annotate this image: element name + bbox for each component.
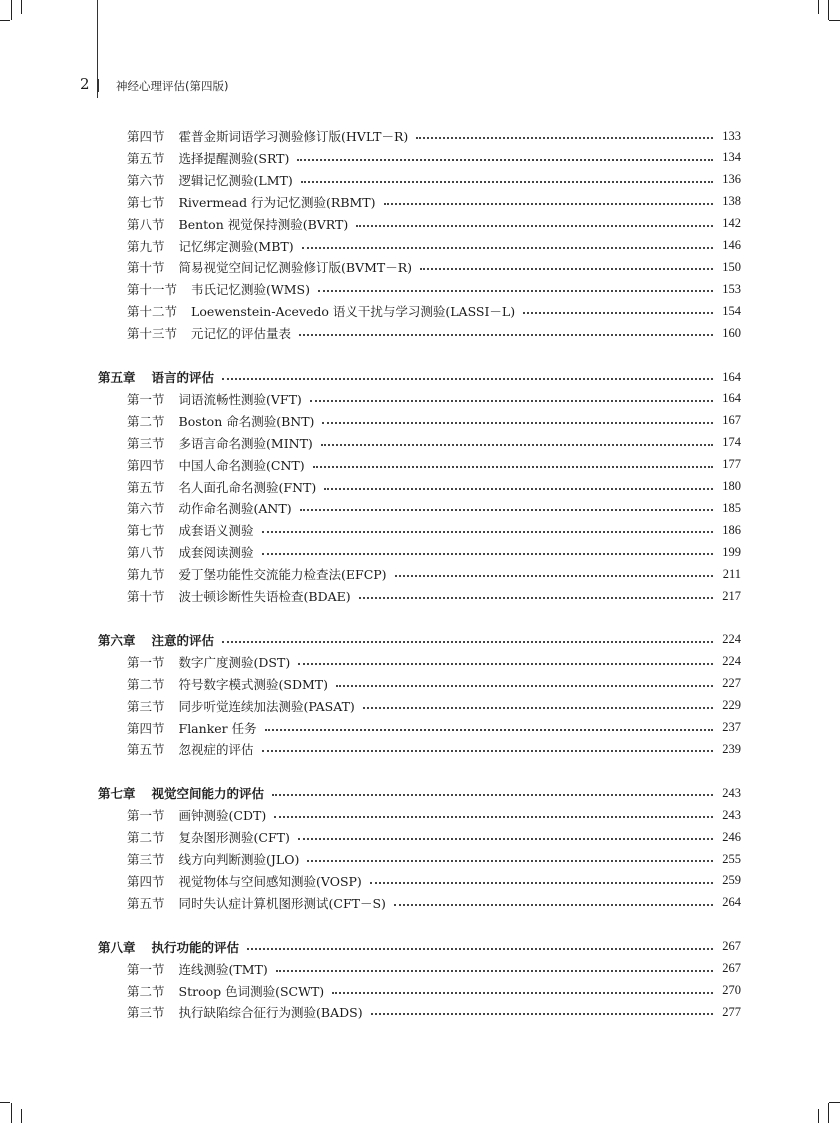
dot-leader xyxy=(262,531,713,533)
entry-title: 线方向判断测验(JLO) xyxy=(178,852,300,867)
entry-title: 复杂图形测验(CFT) xyxy=(178,830,290,846)
toc-section-row[interactable] xyxy=(127,148,741,168)
entry-number: 第八节 xyxy=(127,216,165,232)
entry-title: 同时失认症计算机图形测试(CFT－S) xyxy=(178,895,386,911)
entry-number: 第六章 xyxy=(98,632,136,648)
dot-leader xyxy=(420,268,713,270)
toc-section-row[interactable] xyxy=(127,959,741,979)
dot-leader xyxy=(318,290,713,292)
entry-title: 视觉物体与空间感知测验(VOSP) xyxy=(178,873,362,889)
entry-number: 第三节 xyxy=(127,852,165,867)
toc-section-row[interactable] xyxy=(127,455,741,475)
entry-number: 第七节 xyxy=(127,523,165,539)
dot-leader xyxy=(332,992,713,994)
dot-leader xyxy=(300,509,713,511)
entry-number: 第一节 xyxy=(127,808,165,824)
entry-page: 153 xyxy=(722,281,741,296)
entry-page: 138 xyxy=(722,194,741,209)
entry-title: 连线测验(TMT) xyxy=(178,961,268,977)
entry-title: 中国人命名测验(CNT) xyxy=(178,457,305,473)
entry-title: 多语言命名测验(MINT) xyxy=(178,435,313,451)
toc-section-row[interactable] xyxy=(127,542,741,562)
crop-mark xyxy=(11,0,12,20)
toc-section-row[interactable] xyxy=(127,739,741,759)
dot-leader xyxy=(322,422,713,424)
dot-leader xyxy=(298,838,713,840)
entry-number: 第六节 xyxy=(127,501,165,517)
dot-leader xyxy=(262,750,713,752)
entry-page: 142 xyxy=(722,216,741,231)
entry-number: 第八节 xyxy=(127,545,165,561)
entry-page: 154 xyxy=(722,303,741,318)
entry-title: 动作命名测验(ANT) xyxy=(178,501,292,517)
entry-page: 186 xyxy=(722,522,741,537)
dot-leader xyxy=(298,663,713,665)
dot-leader xyxy=(394,904,713,906)
dot-leader xyxy=(272,794,713,796)
entry-title: 霍普金斯词语学习测验修订版(HVLT－R) xyxy=(178,129,409,144)
entry-title: 符号数字模式测验(SDMT) xyxy=(178,676,328,692)
toc-section-row[interactable] xyxy=(127,827,741,847)
entry-number: 第二节 xyxy=(127,413,165,429)
toc-section-row[interactable] xyxy=(127,170,741,190)
dot-leader xyxy=(313,466,713,468)
entry-title: 注意的评估 xyxy=(151,632,215,648)
entry-title: 词语流畅性测验(VFT) xyxy=(178,391,302,407)
dot-leader xyxy=(222,378,713,380)
entry-title: 视觉空间能力的评估 xyxy=(151,786,265,802)
entry-title: 忽视症的评估 xyxy=(178,742,254,758)
dot-leader xyxy=(321,444,713,446)
entry-title: 选择提醒测验(SRT) xyxy=(178,150,290,166)
crop-mark xyxy=(818,0,819,14)
toc-section-row[interactable] xyxy=(127,477,741,497)
entry-number: 第八章 xyxy=(98,939,136,955)
entry-page: 133 xyxy=(722,128,741,143)
entry-number: 第五节 xyxy=(127,895,165,911)
entry-page: 243 xyxy=(722,807,741,822)
page-number: 2 xyxy=(80,75,90,93)
entry-number: 第一节 xyxy=(127,391,165,407)
dot-leader xyxy=(363,707,713,709)
entry-page: 185 xyxy=(722,500,741,515)
entry-number: 第五节 xyxy=(127,150,165,166)
entry-title: 元记忆的评估量表 xyxy=(191,326,292,342)
dot-leader xyxy=(222,641,713,643)
dot-leader xyxy=(274,816,713,818)
entry-page: 174 xyxy=(722,435,741,450)
dot-leader xyxy=(371,1013,713,1015)
entry-number: 第九节 xyxy=(127,567,165,583)
entry-page: 211 xyxy=(722,566,741,581)
toc-section-row[interactable] xyxy=(127,301,741,321)
dot-leader xyxy=(336,685,713,687)
dot-leader xyxy=(247,948,713,950)
toc-section-row[interactable] xyxy=(127,257,741,277)
entry-page: 239 xyxy=(722,741,741,756)
toc-section-row[interactable] xyxy=(127,981,741,1001)
entry-title: 执行缺陷综合征行为测验(BADS) xyxy=(178,1005,363,1021)
entry-page: 227 xyxy=(722,676,741,691)
entry-number: 第七节 xyxy=(127,194,165,210)
entry-title: 同步听觉连续加法测验(PASAT) xyxy=(178,698,355,714)
entry-page: 217 xyxy=(722,588,741,603)
dot-leader xyxy=(523,312,713,314)
entry-number: 第一节 xyxy=(127,654,165,670)
entry-title: 逻辑记忆测验(LMT) xyxy=(178,172,293,188)
crop-mark xyxy=(21,1109,22,1123)
toc-section-row[interactable] xyxy=(127,893,741,913)
entry-title: Loewenstein-Acevedo 语义干扰与学习测验(LASSI－L) xyxy=(191,304,516,320)
toc-section-row[interactable] xyxy=(127,564,741,584)
toc-section-row[interactable] xyxy=(127,323,741,343)
entry-page: 264 xyxy=(722,895,741,910)
toc-section-row[interactable] xyxy=(127,805,741,825)
crop-mark xyxy=(828,0,829,20)
entry-number: 第十二节 xyxy=(127,304,178,320)
toc-section-row[interactable] xyxy=(127,652,741,672)
entry-number: 第七章 xyxy=(98,786,136,802)
entry-title: Boston 命名测验(BNT) xyxy=(178,413,315,429)
toc-section-row[interactable] xyxy=(127,126,741,146)
toc-section-row[interactable] xyxy=(127,586,741,606)
running-title: 神经心理评估(第四版) xyxy=(116,79,229,93)
entry-number: 第十节 xyxy=(127,260,165,276)
entry-title: Stroop 色词测验(SCWT) xyxy=(178,983,325,999)
entry-page: 146 xyxy=(722,238,741,252)
dot-leader xyxy=(307,860,713,862)
entry-page: 160 xyxy=(722,325,741,340)
toc-chapter-row[interactable] xyxy=(98,783,741,803)
toc-section-row[interactable] xyxy=(127,674,741,694)
entry-number: 第一节 xyxy=(127,961,165,977)
entry-page: 199 xyxy=(722,544,741,559)
entry-number: 第十三节 xyxy=(127,326,178,342)
header-separator xyxy=(98,79,99,92)
dot-leader xyxy=(265,729,713,731)
entry-page: 229 xyxy=(722,698,741,713)
entry-page: 270 xyxy=(722,983,741,997)
entry-page: 224 xyxy=(722,632,741,647)
entry-number: 第五节 xyxy=(127,479,165,495)
crop-mark xyxy=(0,1102,10,1103)
entry-title: 爱丁堡功能性交流能力检查法(EFCP) xyxy=(178,567,387,583)
dot-leader xyxy=(359,597,713,599)
entry-title: 执行功能的评估 xyxy=(151,939,240,955)
toc-section-row[interactable] xyxy=(127,696,741,716)
dot-leader xyxy=(370,882,713,884)
entry-page: 267 xyxy=(722,939,741,954)
dot-leader xyxy=(416,137,713,139)
dot-leader xyxy=(356,225,713,227)
entry-number: 第四节 xyxy=(127,129,165,144)
entry-number: 第二节 xyxy=(127,983,165,999)
toc-section-row[interactable] xyxy=(127,279,741,299)
crop-mark xyxy=(0,20,10,21)
toc-section-row[interactable] xyxy=(127,389,741,409)
dot-leader xyxy=(324,488,713,490)
dot-leader xyxy=(299,334,713,336)
entry-number: 第四节 xyxy=(127,720,165,736)
crop-mark xyxy=(11,1103,12,1123)
entry-number: 第六节 xyxy=(127,172,165,188)
toc-section-row[interactable] xyxy=(127,520,741,540)
dot-leader xyxy=(395,575,713,577)
dot-leader xyxy=(276,970,713,972)
toc-section-row[interactable] xyxy=(127,498,741,518)
crop-mark xyxy=(829,1102,840,1103)
toc-section-row[interactable] xyxy=(127,871,741,891)
dot-leader xyxy=(310,400,713,402)
toc-section-row[interactable] xyxy=(127,433,741,453)
entry-title: 名人面孔命名测验(FNT) xyxy=(178,479,317,495)
entry-number: 第四节 xyxy=(127,457,165,473)
toc-section-row[interactable] xyxy=(127,411,741,431)
entry-page: 150 xyxy=(722,259,741,274)
entry-number: 第二节 xyxy=(127,676,165,692)
entry-page: 267 xyxy=(722,961,741,976)
toc-section-row[interactable] xyxy=(127,718,741,738)
entry-title: Rivermead 行为记忆测验(RBMT) xyxy=(178,194,376,210)
dot-leader xyxy=(297,159,713,161)
toc-section-row[interactable] xyxy=(127,236,741,256)
toc-section-row[interactable] xyxy=(127,849,741,869)
entry-page: 255 xyxy=(722,851,741,866)
entry-number: 第十节 xyxy=(127,589,165,604)
entry-page: 180 xyxy=(722,479,741,493)
crop-mark xyxy=(818,1109,819,1123)
entry-page: 164 xyxy=(722,391,741,406)
entry-page: 246 xyxy=(722,829,741,844)
entry-title: 成套阅读测验 xyxy=(178,545,254,561)
entry-title: 波士顿诊断性失语检查(BDAE) xyxy=(178,589,351,604)
toc-chapter-row[interactable] xyxy=(98,367,741,387)
toc-chapter-row[interactable] xyxy=(98,937,741,957)
entry-title: 简易视觉空间记忆测验修订版(BVMT－R) xyxy=(178,260,413,276)
entry-page: 134 xyxy=(722,150,741,165)
entry-title: Benton 视觉保持测验(BVRT) xyxy=(178,216,349,232)
entry-number: 第三节 xyxy=(127,435,165,451)
crop-mark xyxy=(21,0,22,14)
dot-leader xyxy=(384,203,713,205)
toc-chapter-row[interactable] xyxy=(98,630,741,650)
entry-title: 记忆绑定测验(MBT) xyxy=(178,238,294,254)
entry-number: 第五章 xyxy=(98,370,136,385)
entry-title: Flanker 任务 xyxy=(178,720,257,736)
dot-leader xyxy=(302,247,713,249)
entry-page: 177 xyxy=(722,457,741,472)
entry-page: 237 xyxy=(722,720,741,734)
entry-number: 第五节 xyxy=(127,742,165,758)
toc-section-row[interactable] xyxy=(127,214,741,234)
entry-number: 第三节 xyxy=(127,698,165,714)
entry-number: 第九节 xyxy=(127,238,165,254)
entry-page: 259 xyxy=(722,873,741,888)
entry-title: 成套语义测验 xyxy=(178,523,254,539)
entry-number: 第十一节 xyxy=(127,282,178,298)
entry-title: 画钟测验(CDT) xyxy=(178,808,267,824)
entry-number: 第二节 xyxy=(127,830,165,846)
entry-title: 数字广度测验(DST) xyxy=(178,654,291,670)
entry-number: 第四节 xyxy=(127,873,165,889)
toc-section-row[interactable] xyxy=(127,1002,741,1022)
crop-mark xyxy=(828,1103,829,1123)
entry-page: 164 xyxy=(722,369,741,384)
entry-page: 167 xyxy=(722,413,741,428)
entry-page: 224 xyxy=(722,654,741,669)
toc-section-row[interactable] xyxy=(127,192,741,212)
entry-page: 243 xyxy=(722,785,741,800)
dot-leader xyxy=(262,553,713,555)
entry-page: 277 xyxy=(722,1004,741,1019)
entry-title: 语言的评估 xyxy=(151,370,215,385)
entry-title: 韦氏记忆测验(WMS) xyxy=(191,282,310,298)
crop-mark xyxy=(829,20,840,21)
entry-number: 第三节 xyxy=(127,1005,165,1021)
entry-page: 136 xyxy=(722,172,741,187)
dot-leader xyxy=(301,181,713,183)
